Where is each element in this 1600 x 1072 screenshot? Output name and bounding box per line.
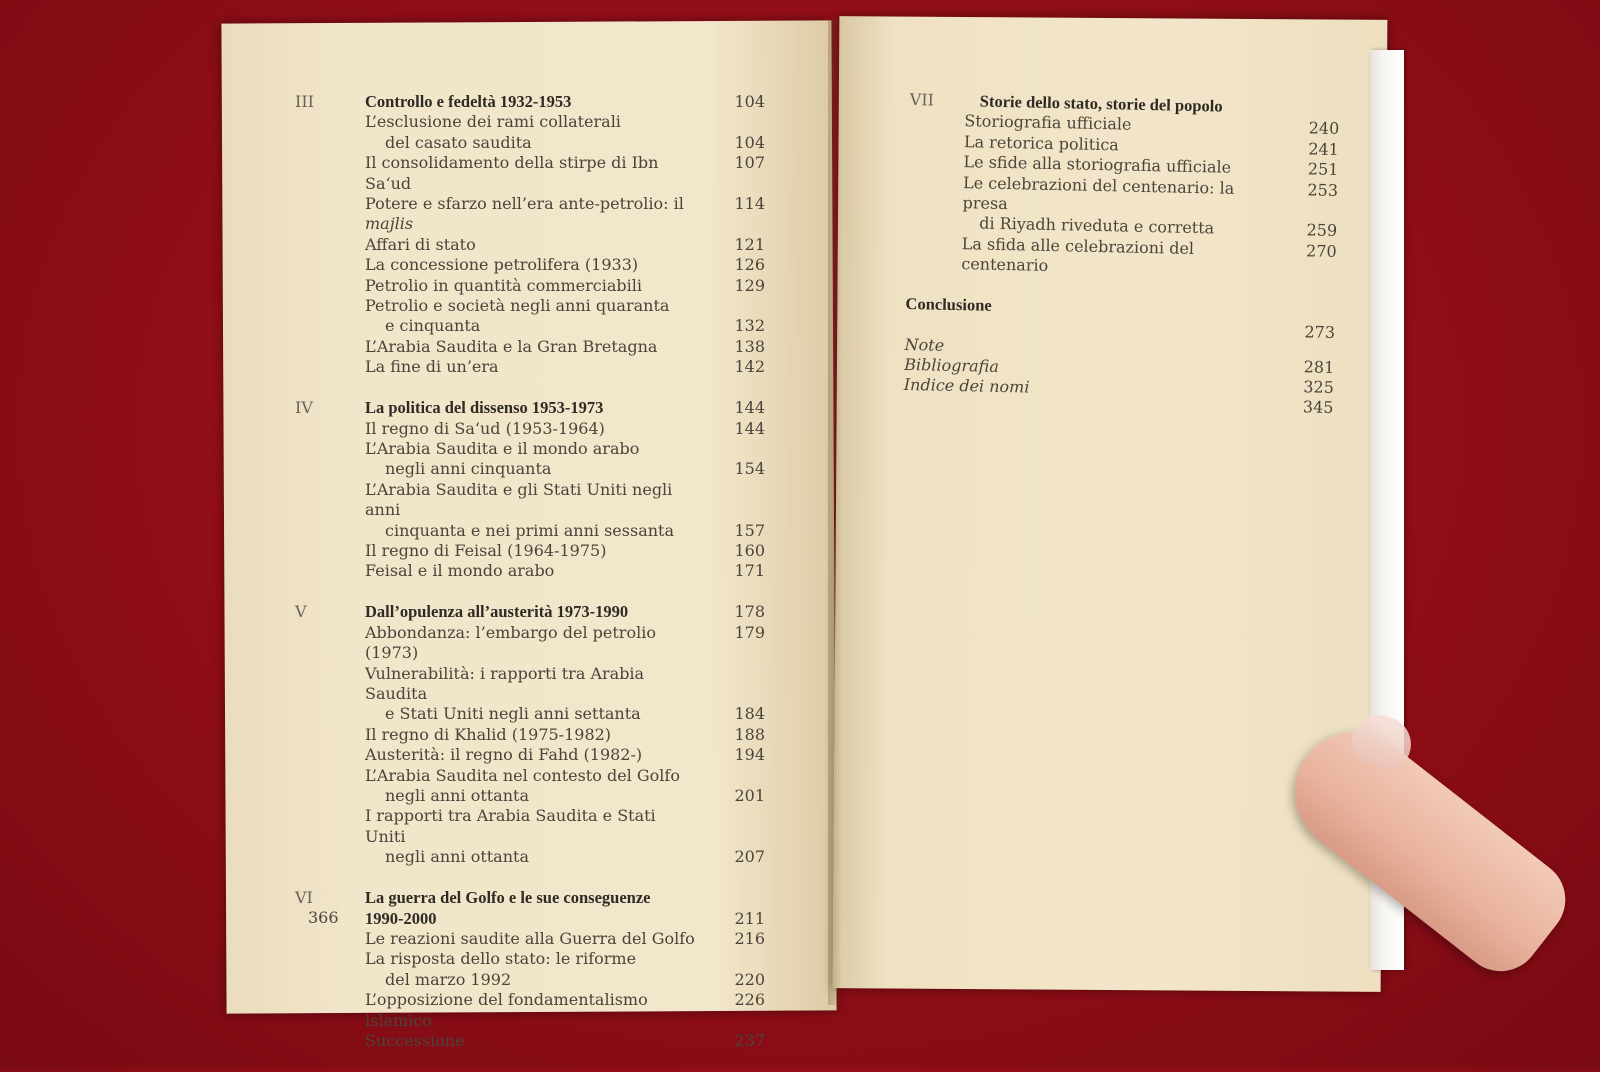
- toc-entry: [295, 725, 765, 745]
- back-matter-page: 345: [1302, 397, 1334, 418]
- conclusion-page: 273: [1304, 322, 1336, 343]
- toc-entry-text: negli anni cinquanta: [385, 459, 552, 479]
- chapter-page: 144: [734, 398, 765, 418]
- toc-entry-text: Petrolio e società negli anni quaranta: [365, 296, 670, 316]
- toc-entry-italic: majlis: [365, 214, 414, 234]
- chapter-block: [906, 90, 1340, 283]
- toc-entry: [295, 766, 765, 786]
- toc-entry-page: 251: [1307, 159, 1339, 180]
- toc-entry: [295, 847, 765, 867]
- toc-entry-text: Affari di stato: [365, 234, 476, 254]
- toc-entry-text: La fine di un’era: [365, 357, 499, 377]
- toc-entry-text: La retorica politica: [963, 131, 1120, 155]
- chapter-title: Storie dello stato, storie del popolo: [979, 91, 1223, 116]
- toc-entry-page: 107: [734, 153, 765, 173]
- toc-entry-page: 216: [734, 928, 765, 948]
- toc-entry: [295, 133, 765, 153]
- toc-entry-page: 270: [1305, 241, 1337, 261]
- chapter-heading: [295, 398, 765, 418]
- toc-entry-page: 253: [1307, 179, 1339, 200]
- conclusion-title: Conclusione: [905, 294, 992, 315]
- toc-entry: [295, 276, 765, 296]
- chapter-block: [295, 398, 765, 582]
- toc-entry: [295, 235, 765, 255]
- toc-entry: [295, 745, 765, 765]
- toc-entry-text: Le celebrazioni del centenario: la presa: [962, 172, 1235, 214]
- back-matter-page: 325: [1303, 377, 1335, 397]
- toc-entry-text: I rapporti tra Arabia Saudita e Stati Uniti: [365, 806, 656, 846]
- toc-entry: [295, 459, 765, 479]
- toc-entry-text: cinquanta e nei primi anni sessanta: [385, 520, 675, 540]
- toc-entry-page: 207: [734, 847, 765, 867]
- toc-entry-text: Vulnerabilità: i rapporti tra Arabia Saudita: [365, 663, 645, 703]
- toc-entry: [295, 990, 765, 1031]
- toc-entry: [295, 337, 765, 357]
- toc-entry: [295, 316, 765, 336]
- toc-entry-page: 240: [1308, 118, 1340, 139]
- toc-entry: [295, 970, 765, 990]
- toc-entry: [295, 153, 765, 194]
- toc-entry-text: La concessione petrolifera (1933): [365, 255, 639, 275]
- toc-entry-page: 259: [1306, 220, 1338, 241]
- toc-entry-page: 179: [734, 622, 765, 642]
- toc-entry-page: 241: [1308, 139, 1340, 159]
- toc-entry-page: 160: [734, 541, 765, 561]
- toc-entry-text: L’Arabia Saudita e il mondo arabo: [365, 439, 640, 458]
- chapter-page: 211: [734, 908, 765, 928]
- toc-entry-page: 121: [734, 234, 765, 254]
- left-table-of-contents: [295, 92, 765, 1072]
- toc-entry: [295, 561, 765, 581]
- toc-entry-text: Il regno di Sa‘ud (1953-1964): [365, 418, 605, 438]
- toc-entry: [295, 296, 765, 316]
- chapter-heading: [295, 92, 765, 112]
- toc-entry-page: 138: [734, 336, 765, 356]
- toc-entry: [295, 1031, 765, 1051]
- chapter-title: La guerra del Golfo e le sue conseguenze: [365, 888, 651, 908]
- chapter-numeral: VII: [909, 90, 935, 110]
- toc-entry-text: Abbondanza: l’embargo del petrolio (1973): [365, 622, 656, 663]
- toc-entry-text: L’opposizione del fondamentalismo islamico: [365, 990, 648, 1030]
- chapter-numeral: IV: [295, 398, 313, 418]
- toc-entry-text: negli anni ottanta: [385, 786, 529, 805]
- toc-entry-text: Il regno di Khalid (1975-1982): [365, 724, 612, 744]
- toc-entry-text: Le reazioni saudite alla Guerra del Golfo: [365, 928, 695, 948]
- toc-entry-text: del marzo 1992: [385, 969, 512, 989]
- toc-entry-text: Petrolio in quantità commerciabili: [365, 275, 642, 295]
- chapter-heading: [295, 602, 765, 622]
- toc-entry-text: L’Arabia Saudita nel contesto del Golfo: [365, 765, 680, 785]
- toc-entry: [295, 439, 765, 459]
- chapter-heading: [295, 888, 765, 929]
- back-matter-title: Indice dei nomi: [903, 375, 1030, 397]
- chapter-block: [295, 888, 765, 1051]
- chapter-block: [295, 92, 765, 378]
- toc-entry-text: e Stati Uniti negli anni settanta: [385, 704, 641, 724]
- toc-entry-text: Il consolidamento della stirpe di Ibn Sa‘ud: [365, 153, 659, 193]
- back-matter-title: Note: [904, 334, 945, 355]
- toc-entry: [295, 255, 765, 275]
- toc-entry-page: 132: [734, 316, 765, 336]
- toc-entry-page: 104: [734, 132, 765, 152]
- toc-entry-page: 188: [734, 724, 765, 744]
- chapter-page: 104: [734, 92, 765, 111]
- toc-entry-text: Il regno di Feisal (1964-1975): [365, 541, 607, 561]
- toc-entry-page: 157: [734, 520, 765, 540]
- chapter-title-line2: 1990-2000: [365, 908, 437, 928]
- toc-entry-page: 220: [734, 969, 765, 989]
- page-number: 366: [308, 908, 339, 927]
- toc-entry: [295, 419, 765, 439]
- toc-entry: [295, 806, 765, 847]
- toc-entry: [295, 521, 765, 541]
- chapter-block: [295, 602, 765, 867]
- toc-entry-text: negli anni ottanta: [385, 847, 529, 867]
- chapter-title: Controllo e fedeltà 1932-1953: [365, 92, 572, 111]
- toc-entry: [906, 233, 1337, 283]
- book-gutter: [828, 20, 842, 1005]
- back-matter-page: 281: [1303, 356, 1335, 377]
- back-matter-title: Bibliografia: [904, 354, 1000, 376]
- toc-entry: [295, 664, 765, 705]
- toc-entry-text: Austerità: il regno di Fahd (1982-): [365, 745, 643, 765]
- toc-entry-page: 114: [734, 194, 765, 214]
- toc-entry: [295, 480, 765, 521]
- toc-entry-text: di Riyadh riveduta e corretta: [979, 213, 1215, 238]
- toc-entry-text: e cinquanta: [385, 316, 481, 336]
- chapter-title: La politica del dissenso 1953-1973: [365, 398, 604, 418]
- toc-entry: [295, 194, 765, 235]
- toc-entry-text: L’Arabia Saudita e la Gran Bretagna: [365, 336, 658, 356]
- toc-entry-page: 171: [734, 561, 765, 581]
- toc-entry: [295, 541, 765, 561]
- chapter-page: 178: [734, 602, 765, 622]
- toc-entry-page: 226: [734, 990, 765, 1010]
- toc-entry: [295, 357, 765, 377]
- chapter-title: Dall’opulenza all’austerità 1973-1990: [365, 602, 629, 622]
- chapter-numeral: III: [295, 92, 314, 111]
- toc-entry-text: La sfida alle celebrazioni del centenario: [961, 233, 1195, 276]
- toc-entry-page: 142: [734, 357, 765, 377]
- toc-entry-page: 237: [734, 1030, 765, 1050]
- toc-entry-text: Storiografia ufficiale: [964, 111, 1132, 135]
- toc-entry-text: L’Arabia Saudita e gli Stati Uniti negli anni: [365, 479, 673, 520]
- toc-entry: [295, 786, 765, 806]
- toc-entry-text: del casato saudita: [385, 132, 532, 152]
- toc-entry-text: Potere e sfarzo nell’era ante-petrolio: il: [365, 194, 684, 214]
- toc-entry-page: 129: [734, 275, 765, 295]
- toc-entry-page: 184: [734, 704, 765, 724]
- chapter-numeral: VI: [295, 888, 313, 908]
- right-table-of-contents: [903, 90, 1340, 418]
- toc-entry-page: 126: [734, 255, 765, 275]
- toc-entry: [295, 623, 765, 664]
- conclusion-entry: [905, 294, 1336, 343]
- toc-entry: [295, 704, 765, 724]
- toc-entry-text: Feisal e il mondo arabo: [365, 561, 555, 581]
- toc-entry-page: 154: [734, 459, 765, 479]
- toc-entry-text: L’esclusione dei rami collaterali: [365, 112, 621, 132]
- toc-entry: [295, 949, 765, 969]
- toc-entry: [295, 929, 765, 949]
- toc-entry-text: La risposta dello stato: le riforme: [365, 949, 637, 969]
- toc-entry-text: Successione: [365, 1030, 465, 1050]
- toc-entry-page: 201: [734, 786, 765, 805]
- toc-entry: [295, 112, 765, 132]
- chapter-numeral: V: [295, 602, 307, 622]
- toc-entry-text: Le sfide alla storiografia ufficiale: [963, 152, 1232, 177]
- toc-entry-page: 194: [734, 745, 765, 765]
- toc-entry-page: 144: [734, 418, 765, 438]
